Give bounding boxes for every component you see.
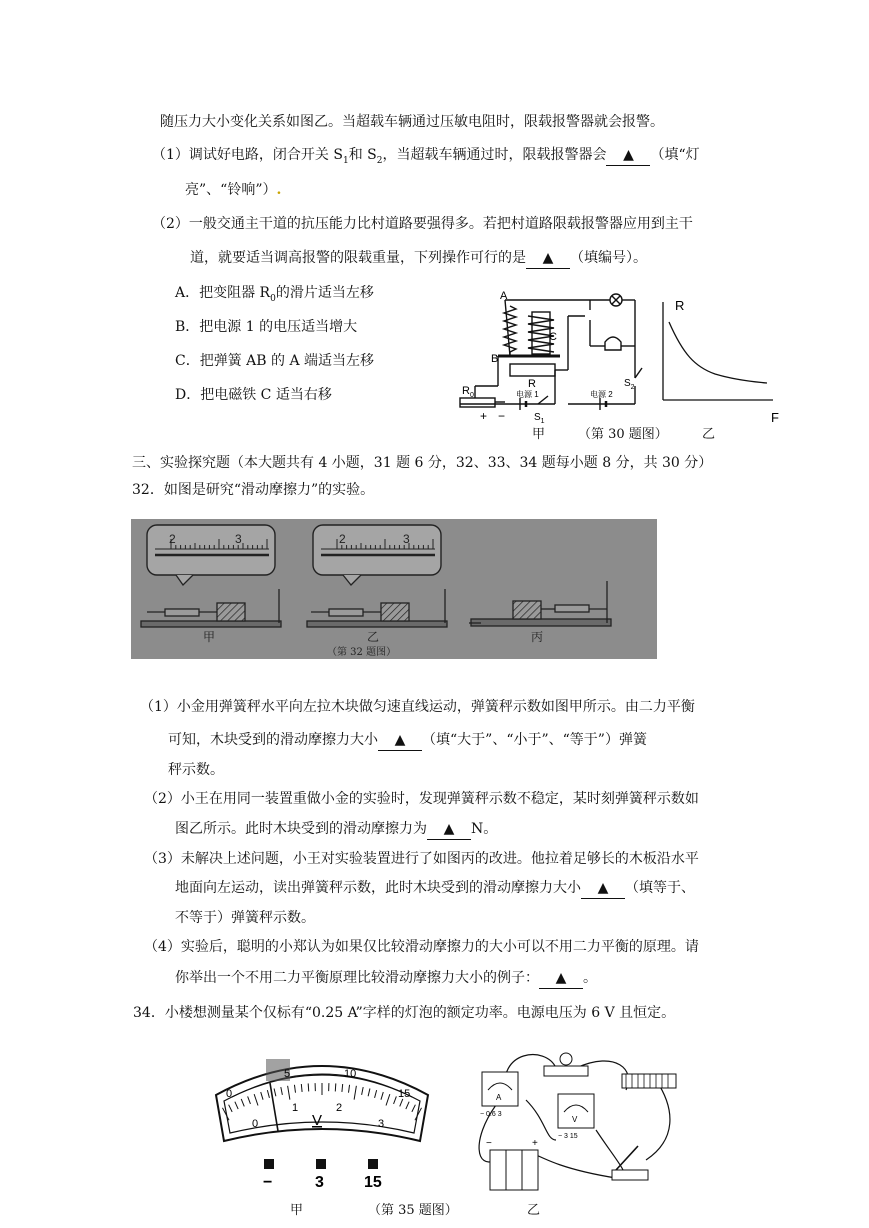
s1-subscript: 1 xyxy=(540,418,545,425)
dial-tick xyxy=(241,1099,244,1106)
q32-p1-line3: 秤示数。 xyxy=(168,762,224,778)
q30-part1-line1 xyxy=(152,145,700,171)
q32-p1-line2 xyxy=(168,730,647,751)
q30-p1-text-e: 亮”、“铃响”） xyxy=(185,182,277,198)
dial-inner-1: 1 xyxy=(292,1102,299,1114)
terminal-minus[interactable] xyxy=(264,1159,274,1169)
dial-tick xyxy=(386,1094,390,1105)
dial-tick xyxy=(294,1085,295,1093)
option-a-text-post: 的滑片适当左移 xyxy=(275,285,374,301)
dial-tick xyxy=(248,1096,251,1103)
gauge1-three: 3 xyxy=(235,532,242,546)
dial-tick xyxy=(274,1088,276,1096)
q32-p4-line2 xyxy=(175,968,597,989)
dial-tick xyxy=(381,1092,383,1100)
dial-tick xyxy=(349,1085,350,1093)
q32-p4-text-b: 你举出一个不用二力平衡原理比较滑动摩擦力大小的例子： xyxy=(175,970,539,986)
r0-subscript: 0 xyxy=(469,392,474,399)
q30-p1-text-d: （填“灯 xyxy=(650,147,700,163)
q32-p2-text-c: N。 xyxy=(471,821,498,837)
dial-tick xyxy=(362,1087,364,1095)
q30-part1-line2 xyxy=(185,180,281,200)
battery-cell xyxy=(506,1150,522,1190)
q34-title: 34．小楼想测量某个仅标有“0.25 A”字样的灯泡的额定功率。电源电压为 6 V 且恒定。 xyxy=(133,1005,676,1021)
s2-subscript: 2 xyxy=(630,384,635,391)
dial-outer-15: 15 xyxy=(398,1088,411,1100)
gauge2-three: 3 xyxy=(403,532,410,546)
circuit-diagram xyxy=(450,286,660,426)
r0-letter: R xyxy=(462,385,470,397)
dial-tick xyxy=(308,1083,309,1091)
ammeter-terminals: − 0.6 3 xyxy=(480,1111,502,1118)
option-d: D．把电磁铁 C 适当右移 xyxy=(175,387,332,403)
q32-p1-text-c: （填“大于”、“小于”、“等于”）弹簧 xyxy=(422,732,647,748)
dial-tick xyxy=(281,1087,283,1095)
circuit-minus: − xyxy=(498,409,506,423)
q32-p2-text-b: 图乙所示。此时木块受到的滑动摩擦力为 xyxy=(175,821,427,837)
terminal-15[interactable] xyxy=(368,1159,378,1169)
section-heading: 三、实验探究题（本大题共有 4 小题，31 题 6 分，32、33、34 题每小题 8 分，共 30 分） xyxy=(132,455,713,471)
fig35-caption-yi: 乙 xyxy=(527,1203,541,1218)
dial-tick xyxy=(235,1102,238,1109)
lamp-board xyxy=(544,1066,588,1076)
fig35-caption-jia: 甲 xyxy=(290,1203,304,1218)
fig35-caption: （第 35 题图） xyxy=(368,1203,458,1218)
q30-p2-text-c: （填编号）。 xyxy=(570,250,647,266)
battery-minus: − xyxy=(486,1138,492,1149)
q32-p3-text-c: （填等于、 xyxy=(625,880,695,896)
circuit-label-r0 xyxy=(462,385,474,399)
circuit-label-s1 xyxy=(534,412,545,425)
q30-p1-text-c: ，当超载车辆通过时，限载报警器会 xyxy=(382,147,607,163)
terminal-3[interactable] xyxy=(316,1159,326,1169)
q32-p2-line1: （2）小王在用同一装置重做小金的实验时，发现弹簧秤示数不稳定，某时刻弹簧秤示数如 xyxy=(144,791,699,807)
dial-tick xyxy=(394,1096,397,1103)
q32-p4-text-c: 。 xyxy=(583,970,597,986)
r-f-graph xyxy=(655,292,785,427)
gauge2-two: 2 xyxy=(339,532,346,546)
dial-inner-2: 2 xyxy=(336,1102,343,1114)
answer-blank[interactable]: ▲ xyxy=(526,248,570,269)
dial-inner-3: 3 xyxy=(378,1118,385,1130)
dial-tick xyxy=(229,1105,233,1112)
dial-tick xyxy=(261,1092,263,1100)
terminal-15-label: 15 xyxy=(364,1174,382,1191)
dial-tick xyxy=(354,1086,356,1100)
dial-inner-0: 0 xyxy=(252,1118,259,1130)
q30-p1-text-b: 和 S xyxy=(348,147,377,163)
dial-tick xyxy=(368,1088,370,1096)
dial-tick xyxy=(301,1084,302,1092)
q32-p2-line2 xyxy=(175,819,497,840)
voltmeter-unit: V xyxy=(572,1115,578,1124)
q32-p3-line3: 不等于）弹簧秤示数。 xyxy=(175,910,315,926)
dial-tick xyxy=(288,1086,290,1100)
friction-photo xyxy=(131,519,657,659)
graph-xlabel: F xyxy=(771,410,779,425)
graph-ylabel: R xyxy=(675,298,685,313)
voltmeter-dial xyxy=(208,1045,436,1193)
subscript: 2 xyxy=(376,155,383,166)
q32-p3-text-b: 地面向左运动，读出弹簧秤示数，此时木块受到的滑动摩擦力大小 xyxy=(175,880,581,896)
circuit-label-b: B xyxy=(491,353,499,365)
answer-blank[interactable]: ▲ xyxy=(581,878,625,899)
photo-caption: （第 32 题图） xyxy=(327,647,397,658)
apparatus-diagram xyxy=(466,1050,686,1200)
q30-part2-line2 xyxy=(190,248,647,269)
dial-tick xyxy=(400,1099,403,1106)
photo-label-yi: 乙 xyxy=(367,630,380,644)
ammeter-unit: A xyxy=(496,1093,502,1102)
dial-tick xyxy=(335,1083,336,1091)
dial-tick xyxy=(406,1102,409,1109)
bulb-icon xyxy=(560,1053,572,1065)
fig30-caption-yi: 乙 xyxy=(702,427,716,442)
circuit-power2: 电源 2 xyxy=(590,390,613,399)
circuit-label-a: A xyxy=(500,290,508,302)
circuit-plus: + xyxy=(480,409,488,423)
terminal-minus-label: − xyxy=(263,1174,273,1191)
q32-p1-line1: （1）小金用弹簧秤水平向左拉木块做匀速直线运动，弹簧秤示数如图甲所示。由二力平衡 xyxy=(140,699,695,715)
answer-blank[interactable]: ▲ xyxy=(539,968,583,989)
q30-part2-line1: （2）一般交通主干道的抗压能力比村道路要强得多。若把村道路限载报警器应用到主干 xyxy=(152,216,693,232)
gauge1-two: 2 xyxy=(169,532,176,546)
dial-tick xyxy=(254,1094,258,1105)
battery-plus: + xyxy=(532,1138,538,1149)
dial-tick xyxy=(342,1084,343,1092)
q32-p3-line1: （3）未解决上述问题，小王对实验装置进行了如图丙的改进。他拉着足够长的木板沿水平 xyxy=(144,851,699,867)
q32-p3-line2 xyxy=(175,878,695,899)
switch-icon xyxy=(612,1170,648,1180)
voltmeter-terminals: − 3 15 xyxy=(558,1133,578,1140)
subscript: 0 xyxy=(270,293,276,304)
battery-cell xyxy=(490,1150,506,1190)
dial-tick xyxy=(375,1090,377,1098)
q30-p1-text-a: （1）调试好电路，闭合开关 S xyxy=(152,147,343,163)
option-a-text: A．把变阻器 R xyxy=(175,285,271,301)
circuit-label-s2 xyxy=(624,378,635,391)
q32-title: 32．如图是研究“滑动摩擦力”的实验。 xyxy=(132,482,375,498)
s2-letter: S xyxy=(624,378,631,389)
q30-p2-text-b: 道，就要适当调高报警的限载重量，下列操作可行的是 xyxy=(190,250,526,266)
dial-tick xyxy=(267,1090,269,1098)
dial-unit: V xyxy=(312,1112,323,1129)
battery-cell xyxy=(522,1150,538,1190)
dial-outer-0: 0 xyxy=(226,1088,233,1100)
circuit-power1: 电源 1 xyxy=(516,390,539,399)
q32-p1-text-b: 可知，木块受到的滑动摩擦力大小 xyxy=(168,732,378,748)
intro-line: 随压力大小变化关系如图乙。当超载车辆通过压敏电阻时，限载报警器就会报警。 xyxy=(160,114,664,130)
s1-letter: S xyxy=(534,412,541,423)
option-a xyxy=(175,283,374,309)
answer-blank[interactable]: ▲ xyxy=(427,819,471,840)
circuit-label-c: C xyxy=(549,331,557,343)
answer-blank[interactable]: ▲ xyxy=(378,730,422,751)
fig30-caption-jia: 甲 xyxy=(532,427,546,442)
option-b: B．把电源 1 的电压适当增大 xyxy=(175,319,358,335)
accent-dot: . xyxy=(276,182,282,198)
subscript: 1 xyxy=(342,155,349,166)
dial-outer-10: 10 xyxy=(344,1068,357,1080)
photo-label-bing: 丙 xyxy=(531,630,544,644)
answer-blank[interactable]: ▲ xyxy=(606,145,650,166)
terminal-3-label: 3 xyxy=(315,1174,324,1191)
q32-p4-line1: （4）实验后，聪明的小郑认为如果仅比较滑动摩擦力的大小可以不用二力平衡的原理。请 xyxy=(144,939,699,955)
dial-outer-5: 5 xyxy=(284,1068,291,1080)
option-c: C．把弹簧 AB 的 A 端适当左移 xyxy=(175,353,375,369)
dial-tick xyxy=(412,1105,416,1112)
circuit-label-r: R xyxy=(528,378,536,390)
fig30-caption: （第 30 题图） xyxy=(578,427,668,442)
photo-label-jia: 甲 xyxy=(203,630,216,644)
